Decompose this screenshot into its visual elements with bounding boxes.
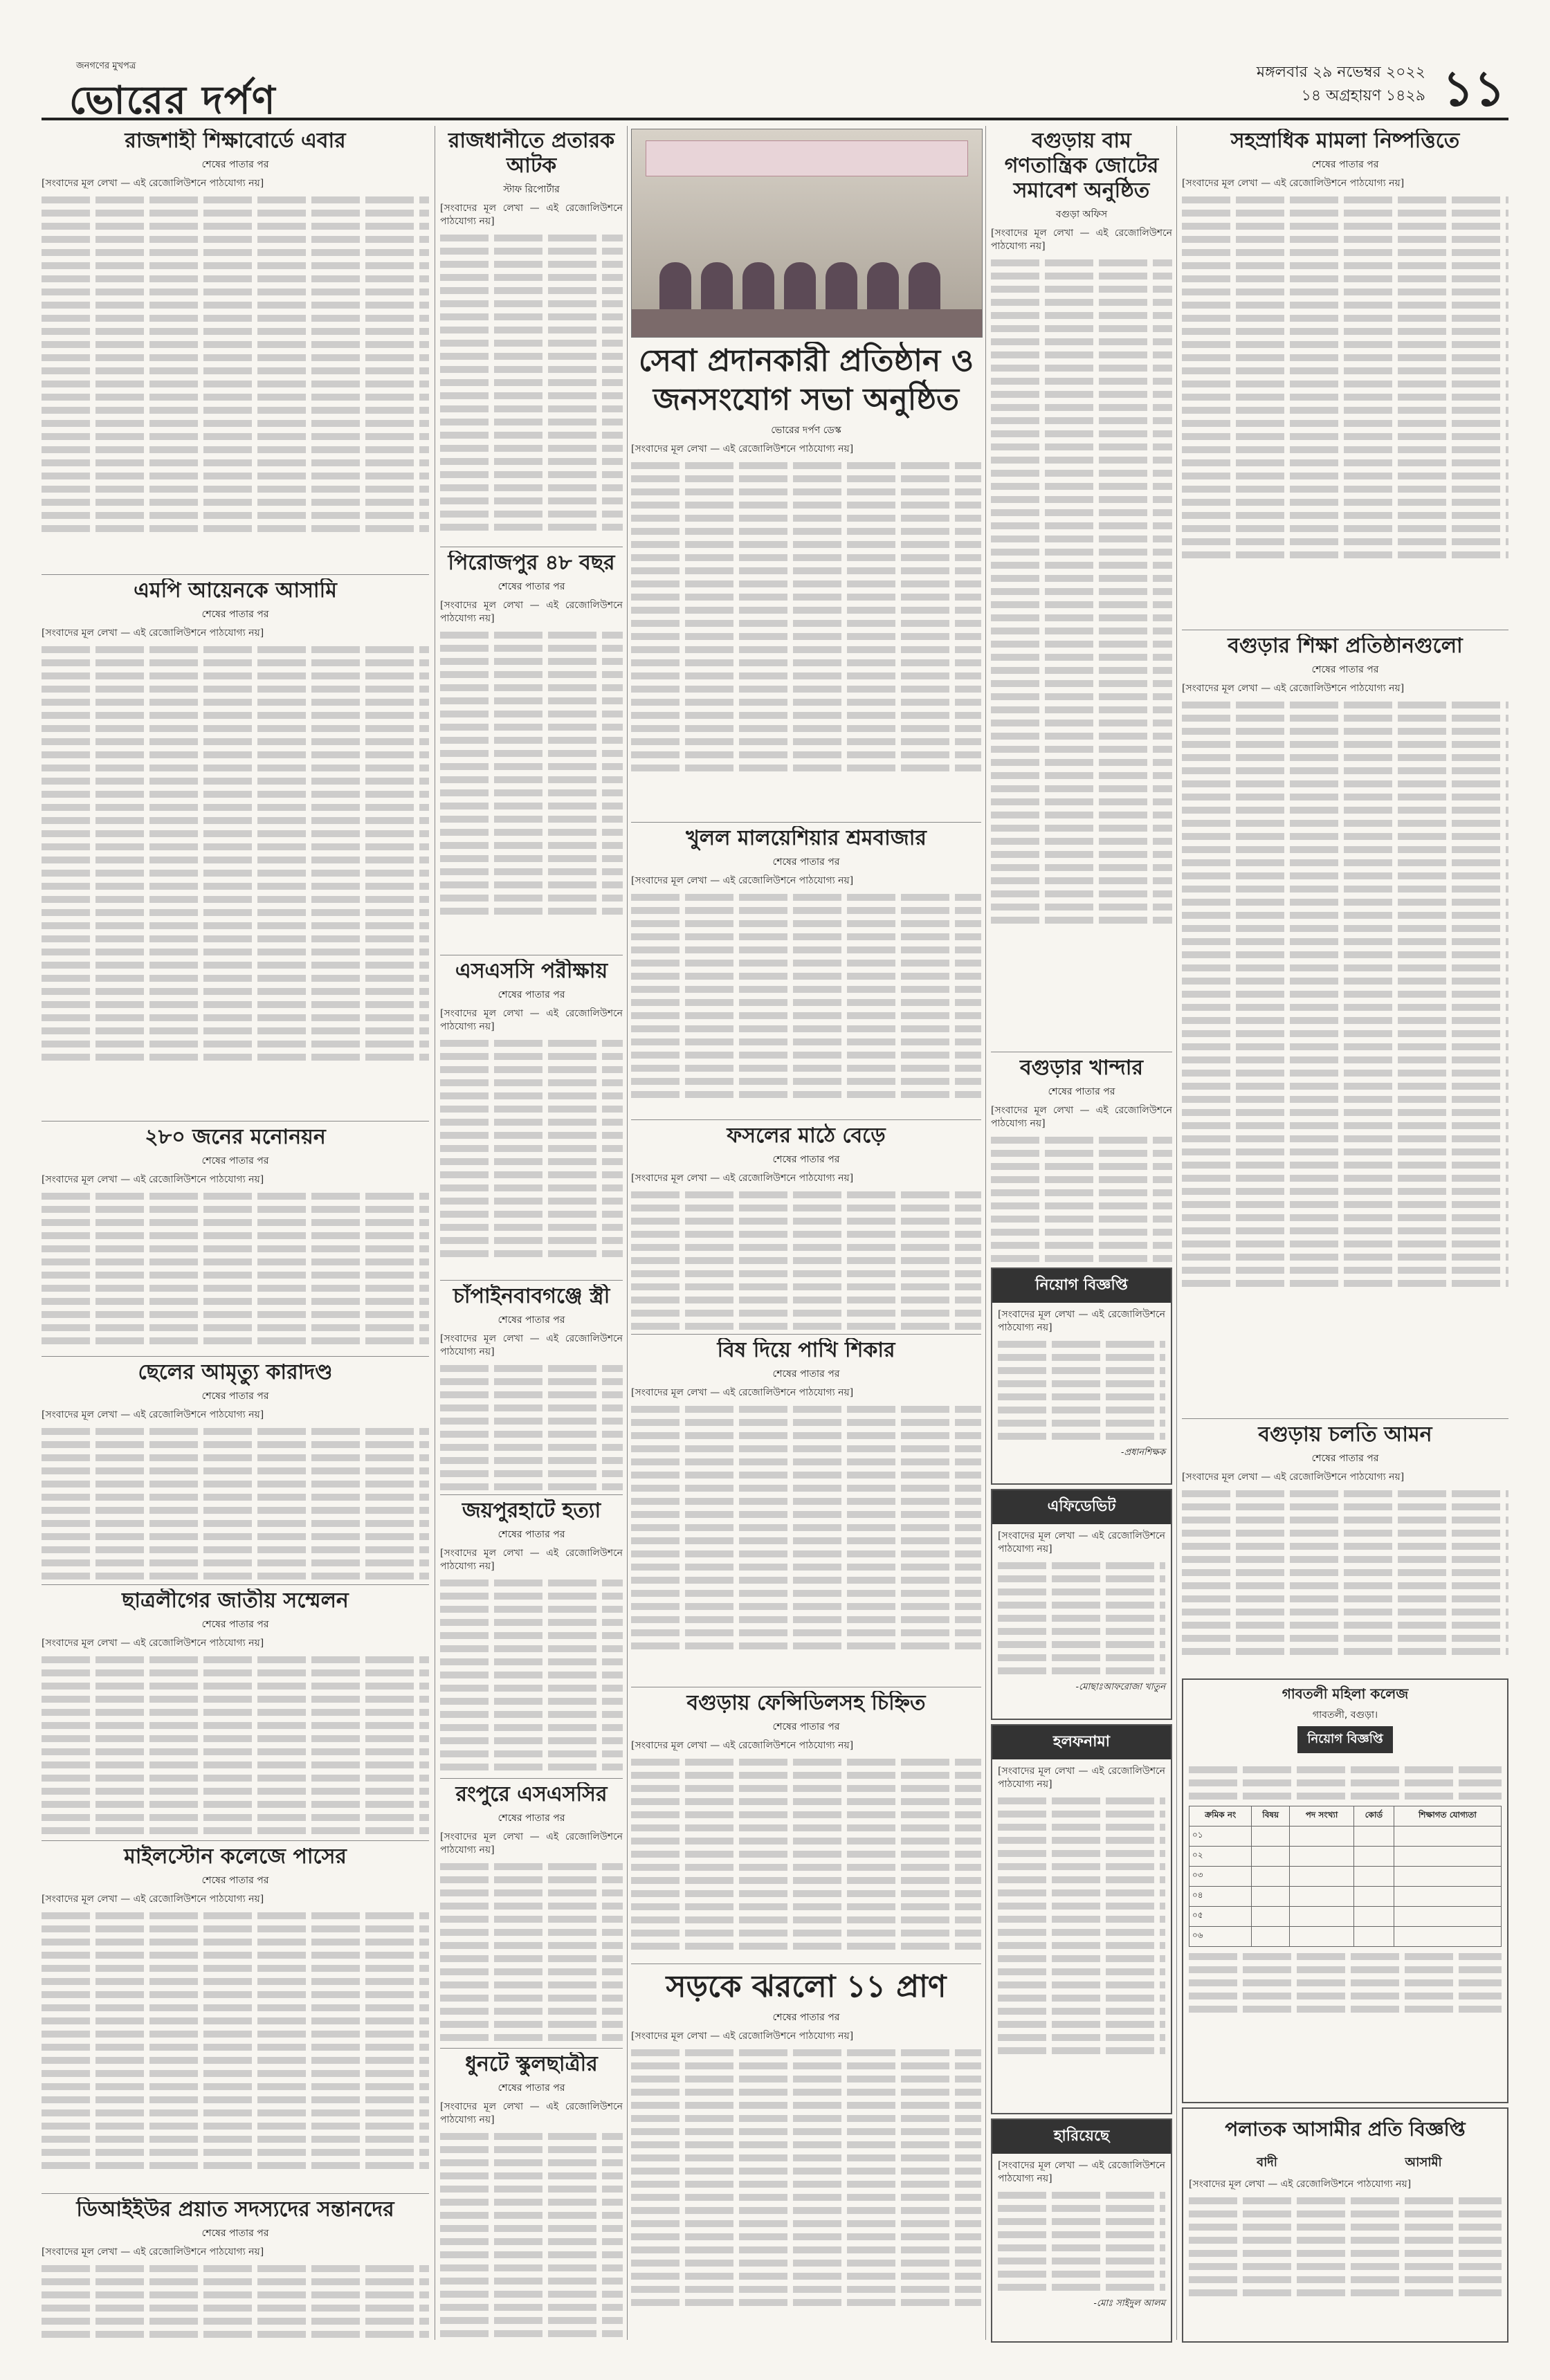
photo-table — [632, 309, 982, 337]
ad-niyog — [991, 1267, 1172, 1485]
article-body: [সংবাদের মূল লেখা — এই রেজোলিউশনে পাঠযোগ্য নয়] — [440, 600, 623, 624]
vacancy-table — [1189, 1806, 1502, 1947]
article-body: [সংবাদের মূল লেখা — এই রেজোলিউশনে পাঠযোগ্য নয়] — [440, 2101, 623, 2125]
headline: বগুড়ায় চলতি আমন — [1258, 1422, 1432, 1447]
article-body: [সংবাদের মূল লেখা — এই রেজোলিউশনে পাঠযোগ্য নয়] — [42, 2246, 264, 2258]
article-body: [সংবাদের মূল লেখা — এই রেজোলিউশনে পাঠযোগ্য নয়] — [631, 2031, 854, 2042]
newspaper-page — [42, 48, 1508, 2352]
ad-body: [সংবাদের মূল লেখা — এই রেজোলিউশনে পাঠযোগ্য নয়] — [1189, 2179, 1412, 2190]
headline: মাইলস্টোন কলেজে পাসের — [124, 1844, 347, 1869]
college-niyog-title: নিয়োগ বিজ্ঞপ্তি — [1297, 1726, 1392, 1753]
article-bish — [631, 1338, 981, 1684]
article-khandar — [991, 1056, 1172, 1263]
continuation: শেষের পাতার পর — [1311, 664, 1379, 675]
continuation: শেষের পাতার পর — [1311, 1453, 1379, 1464]
ad-title: নিয়োগ বিজ্ঞপ্তি — [992, 1269, 1171, 1303]
article-fensidyl — [631, 1691, 981, 1961]
headline: বগুড়ায় ফেন্সিডিলসহ চিহ্নিত — [686, 1691, 926, 1715]
headline: ডিআইইউর প্রয়াত সদস্যদের সন্তানদের — [76, 2197, 394, 2222]
article-body: [সংবাদের মূল লেখা — এই রেজোলিউশনে পাঠযোগ্য নয়] — [631, 1173, 854, 1184]
article-body: [সংবাদের মূল লেখা — এই রেজোলিউশনে পাঠযোগ্য নয়] — [991, 228, 1172, 252]
ad-signature: -মোঃ সাইদুল আলম — [1093, 2298, 1165, 2309]
continuation: শেষের পাতার পর — [772, 1154, 840, 1165]
article-aman — [1182, 1422, 1508, 1672]
table-row: ০৩ — [1189, 1867, 1502, 1887]
college-name: গাবতলী মহিলা কলেজ — [1282, 1685, 1409, 1702]
ad-body: [সংবাদের মূল লেখা — এই রেজোলিউশনে পাঠযোগ্য নয়] — [998, 1766, 1165, 1790]
continuation: শেষের পাতার পর — [498, 2082, 565, 2094]
article-body: [সংবাদের মূল লেখা — এই রেজোলিউশনে পাঠযোগ্য নয়] — [42, 1174, 264, 1185]
article-seba — [631, 342, 981, 819]
article-ssc — [440, 959, 623, 1277]
continuation: শেষের পাতার পর — [201, 609, 269, 620]
continuation: শেষের পাতার পর — [772, 1368, 840, 1380]
headline: ধুনটে স্কুলছাত্রীর — [465, 2052, 598, 2076]
column-rule — [985, 126, 986, 2340]
table-header: কোর্ড — [1353, 1806, 1394, 1827]
article-milestone — [42, 1844, 429, 2190]
article-divider — [42, 574, 429, 575]
continuation: শেষের পাতার পর — [201, 159, 269, 170]
ad-title: হলফনামা — [992, 1726, 1171, 1759]
continuation: শেষের পাতার পর — [772, 1721, 840, 1732]
article-divider — [440, 1778, 623, 1779]
college-place: গাবতলী, বগুড়া। — [1312, 1710, 1378, 1721]
article-mp-accused — [42, 578, 429, 1118]
article-body: [সংবাদের মূল লেখা — এই রেজোলিউশনে পাঠযোগ্য নয়] — [631, 1387, 854, 1398]
continuation: শেষের পাতার পর — [201, 1155, 269, 1166]
article-chhatraleague — [42, 1589, 429, 1838]
date-gregorian: মঙ্গলবার ২৯ নভেম্বর ২০২২ — [1256, 64, 1425, 81]
article-body: [সংবাদের মূল লেখা — এই রেজোলিউশনে পাঠযোগ্য নয়] — [440, 1008, 623, 1032]
article-divider — [42, 1840, 429, 1841]
article-body: [সংবাদের মূল লেখা — এই রেজোলিউশনে পাঠযোগ্য নয়] — [42, 1638, 264, 1649]
article-divider — [631, 1334, 981, 1335]
article-body: [সংবাদের মূল লেখা — এই রেজোলিউশনে পাঠযোগ্য নয়] — [1182, 178, 1405, 189]
continuation: স্টাফ রিপোর্টার — [503, 184, 560, 195]
article-divider — [42, 2193, 429, 2194]
article-divider — [42, 1121, 429, 1122]
headline: ২৮০ জনের মনোনয়ন — [145, 1125, 326, 1149]
date-bengali: ১৪ অগ্রহায়ণ ১৪২৯ — [1301, 87, 1425, 104]
article-body: [সংবাদের মূল লেখা — এই রেজোলিউশনে পাঠযোগ্য নয়] — [631, 443, 854, 455]
photo-banner — [646, 140, 968, 176]
column-rule — [627, 126, 628, 2340]
article-body: [সংবাদের মূল লেখা — এই রেজোলিউশনে পাঠযোগ্য নয়] — [1182, 1472, 1405, 1483]
article-chapai — [440, 1284, 623, 1492]
table-row: ০২ — [1189, 1847, 1502, 1867]
article-body: [সংবাদের মূল লেখা — এই রেজোলিউশনে পাঠযোগ্য নয়] — [631, 1740, 854, 1751]
headline: রংপুরে এসএসসির — [455, 1782, 608, 1806]
badi-label: বাদী — [1257, 2155, 1277, 2170]
article-divider — [42, 1584, 429, 1585]
article-divider — [42, 1356, 429, 1357]
article-body: [সংবাদের মূল লেখা — এই রেজোলিউশনে পাঠযোগ্য নয়] — [440, 1831, 623, 1856]
headline: বগুড়ার শিক্ষা প্রতিষ্ঠানগুলো — [1228, 634, 1463, 658]
article-body: [সংবাদের মূল লেখা — এই রেজোলিউশনে পাঠযোগ্য নয়] — [440, 1548, 623, 1572]
headline: বগুড়ায় বাম গণতান্ত্রিক জোটের সমাবেশ অনুষ্ঠিত — [1004, 129, 1159, 203]
article-body: [সংবাদের মূল লেখা — এই রেজোলিউশনে পাঠযোগ্য নয়] — [440, 203, 623, 227]
continuation: শেষের পাতার পর — [772, 2012, 840, 2023]
article-body: [সংবাদের মূল লেখা — এই রেজোলিউশনে পাঠযোগ্য নয়] — [440, 1333, 623, 1357]
article-rangpur — [440, 1782, 623, 2045]
ad-fugitive — [1182, 2107, 1508, 2343]
ad-body: [সংবাদের মূল লেখা — এই রেজোলিউশনে পাঠযোগ্য নয়] — [998, 1530, 1165, 1555]
article-divider — [1182, 1418, 1508, 1419]
fugitive-title: পলাতক আসামীর প্রতি বিজ্ঞপ্তি — [1225, 2118, 1466, 2141]
headline: ছাত্রলীগের জাতীয় সম্মেলন — [122, 1589, 349, 1613]
article-rajshahi — [42, 129, 429, 571]
headline: ফসলের মাঠে বেড়ে — [727, 1124, 886, 1148]
logo — [55, 55, 346, 123]
page-number: ১১ — [1442, 60, 1506, 117]
headline: রাজধানীতে প্রতারক আটক — [448, 129, 615, 178]
table-row: ০১ — [1189, 1827, 1502, 1847]
ad-title: হারিয়েছে — [992, 2120, 1171, 2154]
ad-body: [সংবাদের মূল লেখা — এই রেজোলিউশনে পাঠযোগ্য নয়] — [998, 1309, 1165, 1333]
article-capital — [440, 129, 623, 544]
headline: পিরোজপুর ৪৮ বছর — [448, 551, 615, 575]
article-dio — [42, 2197, 429, 2343]
continuation: শেষের পাতার পর — [201, 2228, 269, 2239]
ad-halafnama — [991, 1724, 1172, 2114]
continuation: শেষের পাতার পর — [1311, 159, 1379, 170]
article-divider — [440, 1280, 623, 1281]
table-header: শিক্ষাগত যোগ্যতা — [1394, 1806, 1501, 1827]
continuation: ভোরের দর্পণ ডেস্ক — [771, 425, 841, 436]
headline: এমপি আয়েনকে আসামি — [134, 578, 337, 603]
ad-title: এফিডেভিট — [992, 1490, 1171, 1524]
article-fasol — [631, 1124, 981, 1331]
logo-text: ভোরের দর্পণ — [69, 77, 277, 123]
continuation: শেষের পাতার পর — [1048, 1086, 1115, 1097]
headline: চাঁপাইনবাবগঞ্জে স্ত্রী — [453, 1284, 610, 1308]
ad-college — [1182, 1678, 1508, 2103]
article-body: [সংবাদের মূল লেখা — এই রেজোলিউশনে পাঠযোগ্য নয়] — [631, 875, 854, 886]
article-body: [সংবাদের মূল লেখা — এই রেজোলিউশনে পাঠযোগ্য নয়] — [42, 1409, 264, 1420]
headline: এসএসসি পরীক্ষায় — [455, 959, 608, 983]
article-divider — [631, 822, 981, 823]
article-divider — [440, 1494, 623, 1495]
headline: জয়পুরহাটে হত্যা — [462, 1499, 601, 1523]
article-body: [সংবাদের মূল লেখা — এই রেজোলিউশনে পাঠযোগ্য নয়] — [42, 1894, 264, 1905]
continuation: শেষের পাতার পর — [498, 581, 565, 592]
article-divider — [440, 2048, 623, 2049]
column-rule — [1176, 126, 1177, 2340]
continuation: বগুড়া অফিস — [1055, 209, 1108, 220]
headline: রাজশাহী শিক্ষাবোর্ডে এবার — [125, 129, 346, 153]
headline: ছেলের আমৃত্যু কারাদণ্ড — [138, 1360, 333, 1384]
article-malaysia — [631, 826, 981, 1117]
headline: বগুড়ার খান্দার — [1019, 1056, 1144, 1080]
continuation: শেষের পাতার পর — [201, 1619, 269, 1630]
table-header: পদ সংখ্যা — [1290, 1806, 1354, 1827]
continuation: শেষের পাতার পর — [498, 1813, 565, 1824]
continuation: শেষের পাতার পর — [201, 1875, 269, 1886]
headline: সেবা প্রদানকারী প্রতিষ্ঠান ও জনসংযোগ সভা অনুষ্ঠিত — [639, 343, 974, 417]
table-header: ক্রমিক নং — [1189, 1806, 1252, 1827]
article-body: [সংবাদের মূল লেখা — এই রেজোলিউশনে পাঠযোগ্য নয়] — [1182, 683, 1405, 694]
ad-affidavit — [991, 1489, 1172, 1720]
article-joypurhat — [440, 1499, 623, 1775]
table-row: ০৪ — [1189, 1887, 1502, 1907]
continuation: শেষের পাতার পর — [498, 989, 565, 1000]
continuation: শেষের পাতার পর — [772, 857, 840, 868]
headline: বিষ দিয়ে পাখি শিকার — [717, 1338, 895, 1362]
article-body: [সংবাদের মূল লেখা — এই রেজোলিউশনে পাঠযোগ্য নয়] — [42, 628, 264, 639]
article-accident — [631, 1968, 981, 2341]
ad-hariyeche — [991, 2118, 1172, 2343]
article-divider — [631, 1119, 981, 1120]
news-photo — [631, 129, 983, 338]
article-education — [1182, 634, 1508, 1416]
dateline — [1218, 61, 1425, 108]
headline: খুলল মালয়েশিয়ার শ্রমবাজার — [686, 826, 927, 850]
article-prison — [42, 1360, 429, 1582]
article-body: [সংবাদের মূল লেখা — এই রেজোলিউশনে পাঠযোগ্য নয়] — [991, 1105, 1172, 1129]
article-pirojpur — [440, 551, 623, 952]
article-dhunat — [440, 2052, 623, 2343]
table-row: ০৫ — [1189, 1907, 1502, 1927]
asami-label: আসামী — [1405, 2155, 1442, 2170]
continuation: শেষের পাতার পর — [201, 1391, 269, 1402]
ad-signature: -মোছাঃআফরোজা খাতুন — [1075, 1682, 1165, 1692]
masthead — [42, 48, 1508, 123]
table-header: বিষয় — [1252, 1806, 1290, 1827]
table-row: ০৬ — [1189, 1927, 1502, 1947]
headline: সহস্রাধিক মামলা নিষ্পত্তিতে — [1230, 129, 1460, 153]
continuation: শেষের পাতার পর — [498, 1529, 565, 1540]
headline: সড়কে ঝরলো ১১ প্রাণ — [666, 1969, 947, 2004]
ad-body: [সংবাদের মূল লেখা — এই রেজোলিউশনে পাঠযোগ্য নয়] — [998, 2160, 1165, 2184]
continuation: শেষের পাতার পর — [498, 1315, 565, 1326]
tagline: জনগণের মুখপত্র — [76, 61, 136, 71]
article-body: [সংবাদের মূল লেখা — এই রেজোলিউশনে পাঠযোগ্য নয়] — [42, 178, 264, 189]
article-nomination — [42, 1125, 429, 1353]
article-sohosradhik — [1182, 129, 1508, 627]
article-bam — [991, 129, 1172, 1049]
ad-signature: -প্রধানশিক্ষক — [1121, 1447, 1165, 1458]
